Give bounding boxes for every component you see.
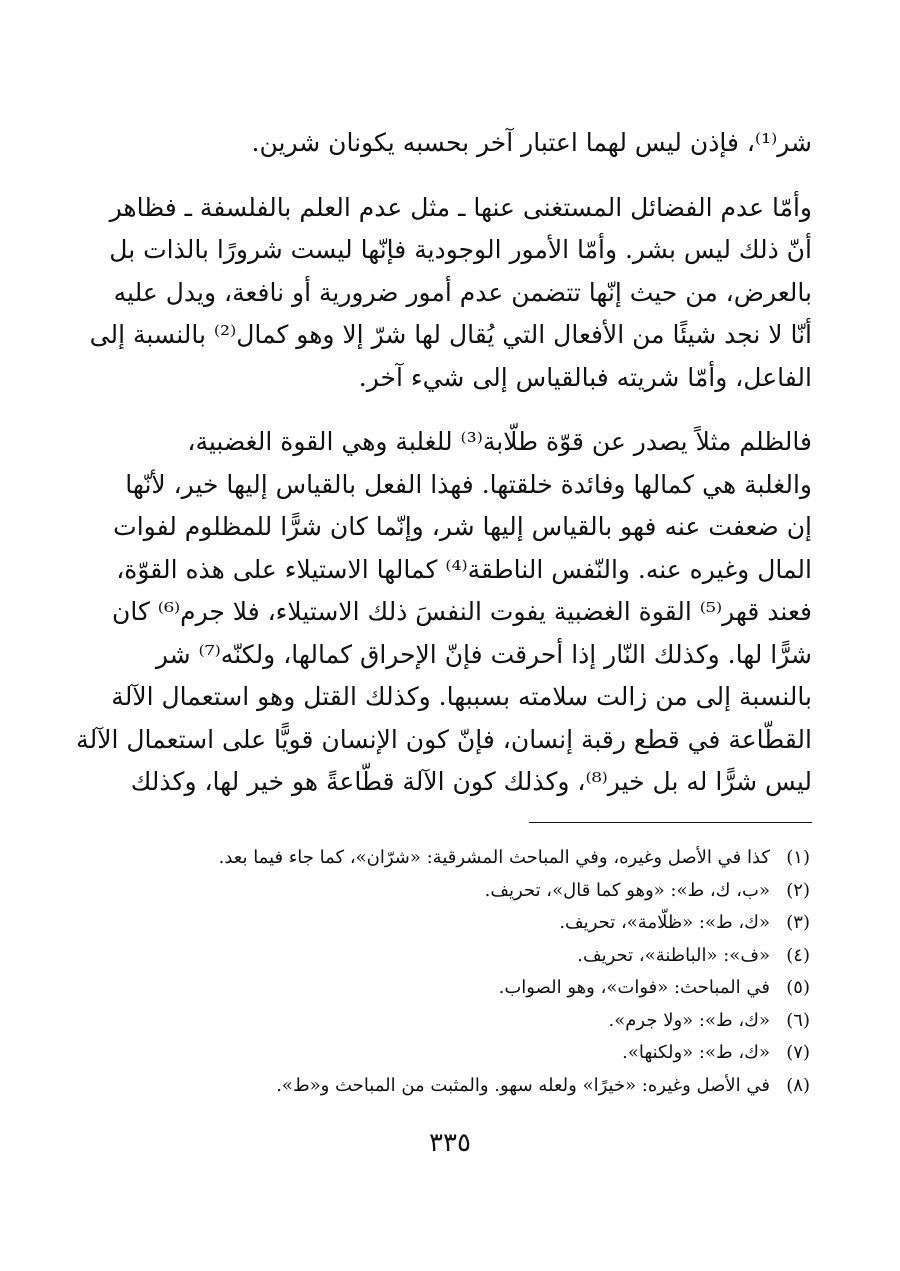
text-line: إن ضعفت عنه فهو بالقياس إليها شر، وإنّما كان شرًّا للمظلوم لفوات: [113, 512, 812, 541]
footnote-number: (٦): [786, 1009, 810, 1031]
footnote-number: (٥): [786, 977, 810, 998]
footnote-text: في الأصل وغيره: «خيرًا» ولعله سهو. والمثبت من المباحث و«ط».: [276, 1074, 770, 1096]
footnote-text: «ب، ك، ط»: «وهو كما قال»، تحريف.: [484, 879, 770, 901]
paragraph-continuation: [118, 122, 812, 165]
footnote: [110, 972, 810, 1005]
page-number: ٣٣٥: [429, 1128, 471, 1158]
text-line: فالظلم مثلاً يصدر عن قوّة طلّابة⁽³⁾ للغلبة وهي القوة الغضبية،: [187, 427, 812, 456]
footnote-text: «ك، ط»: «ولا جرم».: [608, 1009, 770, 1031]
text-line: بالنسبة إلى من زالت سلامته بسببها. وكذلك القتل وهو استعمال الآلة: [111, 682, 812, 711]
paragraph-injustice: [76, 421, 812, 804]
text-line: شر⁽¹⁾، فإذن ليس لهما اعتبار آخر بحسبه يكونان شرين.: [251, 128, 812, 157]
footnote: [110, 907, 810, 940]
text-line: أنّ ذلك ليس بشر. وأمّا الأمور الوجودية فإنّها ليست شرورًا بالذات بل: [109, 235, 812, 264]
footnote-number: (٢): [786, 879, 810, 901]
text-line: أنّا لا نجد شيئًا من الأفعال التي يُقال لها شرّ إلا وهو كمال⁽²⁾ بالنسبة إلى: [89, 320, 812, 349]
paragraph-virtues: [89, 187, 812, 400]
text-line: القطّاعة في قطع رقبة إنسان، فإنّ كون الإنسان قويًّا على استعمال الآلة: [76, 724, 812, 754]
footnote-text: «ف»: «الباطنة»، تحريف.: [577, 944, 770, 966]
footnotes-list: [110, 842, 810, 1102]
footnote: [110, 1070, 810, 1103]
text-line: ليس شرًّا له بل خير⁽⁸⁾، وكذلك كون الآلة قطّاعةً هو خير لها، وكذلك: [130, 767, 812, 796]
footnote-number: (٧): [786, 1042, 810, 1063]
footnote-number: (٨): [786, 1074, 810, 1096]
footnote-number: (١): [786, 847, 810, 868]
footnote: [110, 1005, 810, 1038]
text-line: وأمّا عدم الفضائل المستغنى عنها ـ مثل عدم العلم بالفلسفة ـ فظاهر: [109, 192, 812, 222]
footnote: [110, 1037, 810, 1070]
text-line: فعند قهر⁽⁵⁾ القوة الغضبية يفوت النفسَ ذلك الاستيلاء، فلا جرم⁽⁶⁾ كان: [111, 597, 812, 626]
text-line: المال وغيره عنه. والنّفس الناطقة⁽⁴⁾ كمالها الاستيلاء على هذه القوّة،: [116, 554, 812, 584]
footnote-number: (٤): [786, 944, 810, 966]
footnote-text: في المباحث: «فوات»، وهو الصواب.: [498, 977, 770, 998]
footnote-text: كذا في الأصل وغيره، وفي المباحث المشرقية: «شرّان»، كما جاء فيما بعد.: [218, 847, 770, 868]
footnote: [110, 940, 810, 973]
text-line: والغلبة هي كمالها وفائدة خلقتها. فهذا الفعل بالقياس إليها خير، لأنّها: [125, 469, 812, 499]
footnote: [110, 875, 810, 908]
text-line: الفاعل، وأمّا شريته فبالقياس إلى شيء آخر.: [358, 362, 812, 392]
footnote-text: «ك، ط»: «ظلّامة»، تحريف.: [559, 912, 770, 933]
text-line: شرًّا لها. وكذلك النّار إذا أحرقت فإنّ الإحراق كمالها، ولكنّه⁽⁷⁾ شر: [155, 639, 812, 669]
text-line: بالعرض، من حيث إنّها تتضمن عدم أمور ضرورية أو نافعة، ويدل عليه: [113, 277, 812, 307]
footnote-text: «ك، ط»: «ولكنها».: [622, 1042, 770, 1063]
footnote-number: (٣): [786, 912, 810, 933]
footnote: [110, 842, 810, 875]
footnote-separator: [529, 822, 812, 823]
